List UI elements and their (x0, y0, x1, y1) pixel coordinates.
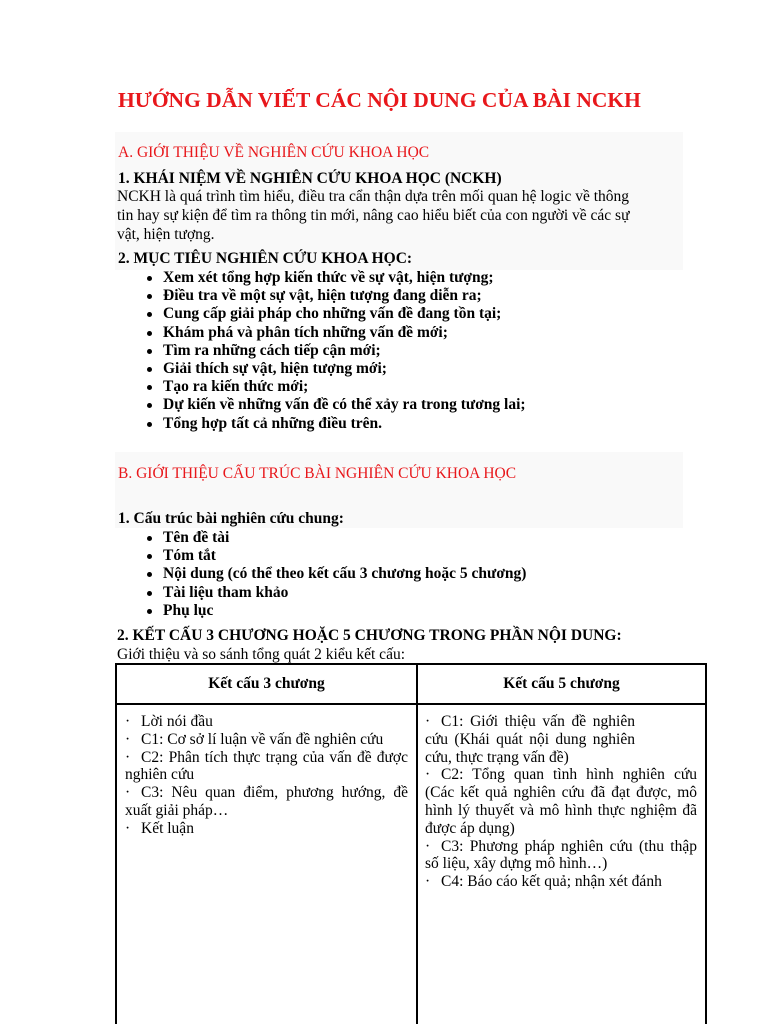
list-item: Tóm tắt (145, 547, 526, 565)
list-item: Cung cấp giải pháp cho những vấn đề đang tồn tại; (145, 305, 526, 323)
table-cell-5-chapters (425, 713, 697, 891)
section-a-heading: A. GIỚI THIỆU VỀ NGHIÊN CỨU KHOA HỌC (118, 144, 430, 161)
table-item: · C3: Phương pháp nghiên cứu (thu thập số liệu, xây dựng mô hình…) (425, 837, 697, 873)
table-header-3-chapters: Kết cấu 3 chương (208, 675, 325, 692)
list-item: Phụ lục (145, 602, 526, 620)
chapters-heading: 2. KẾT CẤU 3 CHƯƠNG HOẶC 5 CHƯƠNG TRONG PHẦN NỘI DUNG: (117, 627, 622, 644)
bullet-dot: · (125, 748, 131, 766)
bullet-dot: · (125, 713, 131, 730)
goals-heading: 2. MỤC TIÊU NGHIÊN CỨU KHOA HỌC: (118, 250, 413, 267)
section-b-heading: B. GIỚI THIỆU CẤU TRÚC BÀI NGHIÊN CỨU KHOA HỌC (118, 465, 517, 482)
concept-heading: 1. KHÁI NIỆM VỀ NGHIÊN CỨU KHOA HỌC (NCKH) (118, 170, 502, 187)
list-item: Xem xét tổng hợp kiến thức về sự vật, hiện tượng; (145, 269, 526, 287)
list-item: Tài liệu tham khảo (145, 584, 526, 602)
table-item: · Kết luận (125, 819, 194, 837)
table-item: · C1: Cơ sở lí luận về vấn đề nghiên cứu (125, 730, 384, 748)
list-item: Khám phá và phân tích những vấn đề mới; (145, 324, 526, 342)
table-item: · C4: Báo cáo kết quả; nhận xét đánh (425, 873, 662, 891)
bullet-dot: · (425, 873, 431, 891)
table-cell-3-chapters (125, 713, 408, 838)
chapters-intro: Giới thiệu và so sánh tổng quát 2 kiểu kết cấu: (117, 646, 405, 663)
bullet-dot: · (125, 819, 131, 837)
bullet-dot: · (425, 766, 431, 784)
table-item: · C3: Nêu quan điểm, phương hướng, đề xuất giải pháp… (125, 784, 408, 819)
concept-line: vật, hiện tượng. (117, 226, 215, 243)
list-item: Tạo ra kiến thức mới; (145, 378, 526, 396)
goals-list (145, 269, 526, 433)
bullet-dot: · (125, 784, 131, 802)
list-item: Tìm ra những cách tiếp cận mới; (145, 342, 526, 360)
comparison-table (115, 663, 707, 1024)
structure-heading: 1. Cấu trúc bài nghiên cứu chung: (118, 510, 344, 527)
structure-list (145, 529, 526, 620)
table-item: · C2: Tổng quan tình hình nghiên cứu (Các kết quả nghiên cứu đã đạt được, mô hình lý thuyết và mô hình thực nghiệm đã được áp dụng) (425, 766, 697, 837)
concept-paragraph (117, 187, 630, 244)
table-item: · C1: Giới thiệu vấn đề nghiên cứu (Khái quát nội dung nghiên cứu, thực trạng vấn đề) (425, 713, 635, 766)
bullet-dot: · (425, 837, 431, 855)
table-item: · Lời nói đầu (125, 713, 213, 730)
list-item: Dự kiến về những vấn đề có thể xảy ra trong tương lai; (145, 396, 526, 414)
bullet-dot: · (425, 713, 431, 730)
table-column-divider (416, 665, 418, 1024)
list-item: Nội dung (có thể theo kết cấu 3 chương hoặc 5 chương) (145, 565, 526, 583)
table-header-5-chapters: Kết cấu 5 chương (503, 675, 620, 692)
bullet-dot: · (125, 730, 131, 748)
list-item: Tên đề tài (145, 529, 526, 547)
concept-line: tin hay sự kiện để tìm ra thông tin mới, nâng cao hiểu biết của con người về các sự (117, 207, 630, 224)
concept-line: NCKH là quá trình tìm hiểu, điều tra cẩn thận dựa trên mối quan hệ logic về thông (117, 188, 630, 205)
table-item: · C2: Phân tích thực trạng của vấn đề được nghiên cứu (125, 748, 408, 784)
list-item: Điều tra về một sự vật, hiện tượng đang diễn ra; (145, 287, 526, 305)
list-item: Giải thích sự vật, hiện tượng mới; (145, 360, 526, 378)
document-title: HƯỚNG DẪN VIẾT CÁC NỘI DUNG CỦA BÀI NCKH (118, 88, 641, 112)
list-item: Tổng hợp tất cả những điều trên. (145, 415, 526, 433)
